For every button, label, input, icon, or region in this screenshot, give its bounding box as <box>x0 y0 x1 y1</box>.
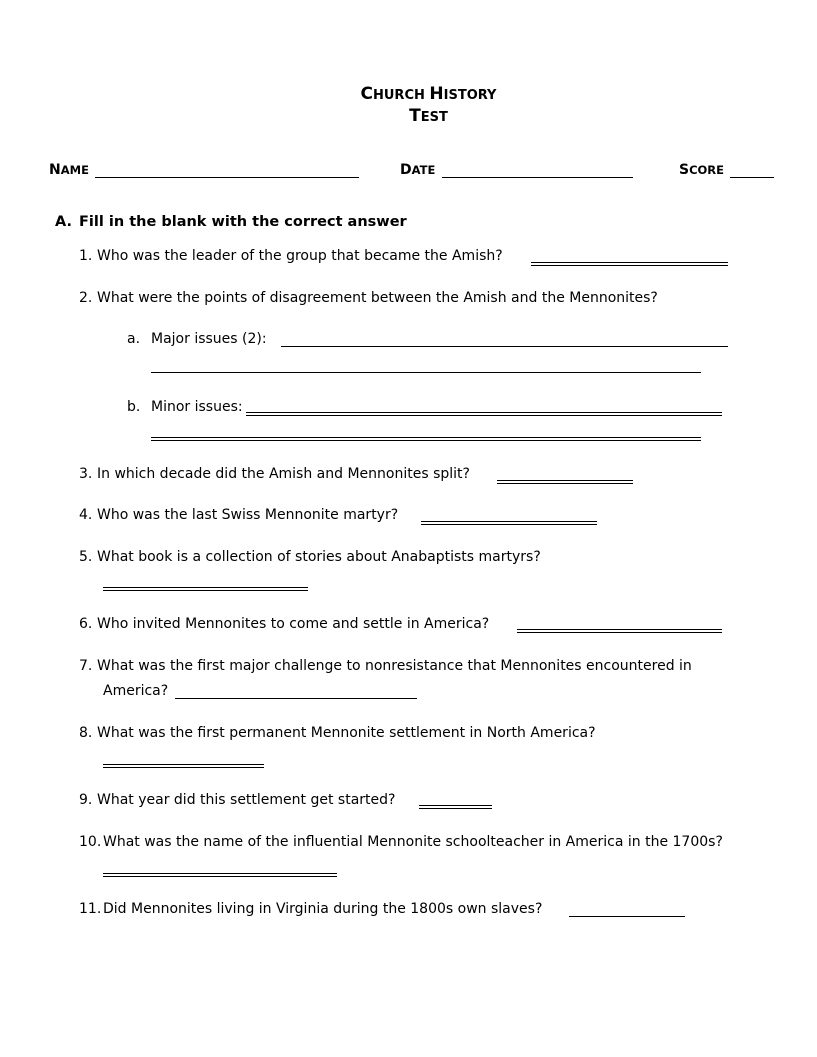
subtitle-rest-est: EST <box>420 110 448 125</box>
answer-9-blank[interactable] <box>419 805 492 809</box>
date-label-rest: ATE <box>411 163 436 177</box>
question-1-number: 1. <box>79 248 93 264</box>
date-label-cap: D <box>400 162 412 178</box>
section-a-letter: A. <box>55 214 72 230</box>
answer-7-blank[interactable] <box>175 698 417 699</box>
question-6-text: Who invited Mennonites to come and settle in America? <box>97 616 490 632</box>
answer-2a-blank-1[interactable] <box>281 346 728 347</box>
answer-6-blank[interactable] <box>517 629 722 633</box>
question-2-number: 2. <box>79 290 93 306</box>
name-label-cap: N <box>49 162 61 178</box>
question-7-text: What was the first major challenge to nonresistance that Mennonites encountered in <box>97 658 692 674</box>
answer-4-blank[interactable] <box>421 521 597 525</box>
question-10-text: What was the name of the influential Mennonite schoolteacher in America in the 1700s? <box>103 834 723 850</box>
sub-item-a-text: Major issues (2): <box>151 331 267 347</box>
date-field <box>400 162 435 178</box>
title-cap-c: C <box>360 84 373 104</box>
score-label-rest: CORE <box>689 163 725 177</box>
sub-item-b-letter: b. <box>127 399 141 415</box>
question-5-number: 5. <box>79 549 93 565</box>
question-4-number: 4. <box>79 507 93 523</box>
question-5-text: What book is a collection of stories about Anabaptists martyrs? <box>97 549 541 565</box>
answer-2b-blank-1[interactable] <box>246 412 722 416</box>
page-subtitle <box>0 106 817 126</box>
question-9-text: What year did this settlement get started? <box>97 792 396 808</box>
answer-2a-blank-2[interactable] <box>151 372 701 373</box>
question-11-text: Did Mennonites living in Virginia during the 1800s own slaves? <box>103 901 543 917</box>
sub-item-b-text: Minor issues: <box>151 399 243 415</box>
question-8-text: What was the first permanent Mennonite settlement in North America? <box>97 725 596 741</box>
score-field <box>679 162 724 178</box>
question-10-number: 10. <box>79 834 102 850</box>
answer-2b-blank-2[interactable] <box>151 437 701 441</box>
name-blank[interactable] <box>95 177 359 178</box>
title-rest-istory: ISTORY <box>443 88 497 103</box>
question-6-number: 6. <box>79 616 93 632</box>
answer-8-blank[interactable] <box>103 764 264 768</box>
question-8-number: 8. <box>79 725 93 741</box>
question-4-text: Who was the last Swiss Mennonite martyr? <box>97 507 399 523</box>
answer-3-blank[interactable] <box>497 480 633 484</box>
answer-5-blank[interactable] <box>103 587 308 591</box>
score-blank[interactable] <box>730 177 774 178</box>
question-1-text: Who was the leader of the group that became the Amish? <box>97 248 503 264</box>
question-7-number: 7. <box>79 658 93 674</box>
answer-10-blank[interactable] <box>103 873 337 877</box>
question-2-text: What were the points of disagreement between the Amish and the Mennonites? <box>97 290 658 306</box>
answer-11-blank[interactable] <box>569 916 685 917</box>
page-title <box>0 84 817 104</box>
answer-1-blank[interactable] <box>531 262 728 266</box>
date-blank[interactable] <box>442 177 633 178</box>
question-7-text-continued: America? <box>103 683 169 699</box>
title-rest-hurch: HURCH <box>373 88 430 103</box>
question-3-text: In which decade did the Amish and Mennonites split? <box>97 466 470 482</box>
question-11-number: 11. <box>79 901 102 917</box>
name-field <box>49 162 89 178</box>
section-a-heading: Fill in the blank with the correct answer <box>79 214 407 230</box>
subtitle-cap-t: T <box>409 106 421 126</box>
score-label-cap: S <box>679 162 690 178</box>
title-cap-h: H <box>429 84 444 104</box>
question-9-number: 9. <box>79 792 93 808</box>
name-label-rest: AME <box>60 163 89 177</box>
question-3-number: 3. <box>79 466 93 482</box>
sub-item-a-letter: a. <box>127 331 141 347</box>
